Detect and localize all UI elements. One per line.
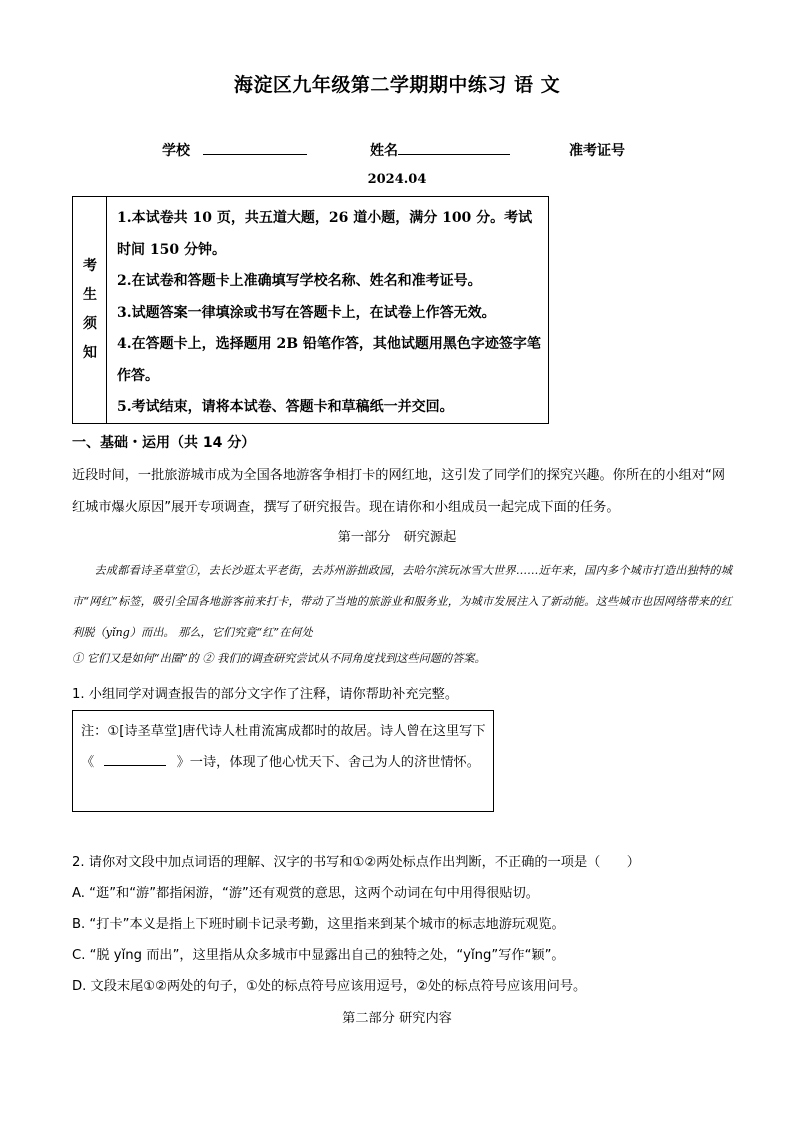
part2-title: 第二部分 研究内容 [342, 1011, 452, 1026]
school-blank [203, 140, 307, 155]
exam-date: 2024.04 [367, 172, 427, 187]
option-d[interactable]: D. 文段末尾①②两处的句子，①处的标点符号应该用逗号，②处的标点符号应该用问号。 [72, 979, 587, 994]
question-1: 1. 小组同学对调查报告的部分文字作了注释，请你帮助补充完整。 [72, 687, 459, 702]
part1-title: 第一部分 研究源起 [337, 530, 457, 545]
option-b[interactable]: B. “打卡”本义是指上下班时刷卡记录考勤，这里指来到某个城市的标志地游玩观览。 [72, 917, 565, 932]
notice-item: 4.在答题卡上，选择题用 2B 铅笔作答，其他试题用黑色字迹签字笔作答。 [117, 336, 541, 384]
passage-tail: ① 它们又是如何“出圈”的 ② 我们的调查研究尝试从不同角度找到这些问题的答案。 [72, 652, 486, 665]
notice-side-char: 须 [83, 316, 97, 332]
note-prefix: 注：①[诗圣草堂]唐代诗人杜甫流寓成都时的故居。诗人曾在这里写下《 [81, 724, 486, 770]
section-intro: 近段时间，一批旅游城市成为全国各地游客争相打卡的网红地，这引发了同学们的探究兴趣。你所在的小组对“网红城市爆火原因”展开专项调查，撰写了研究报告。现在请你和小组成员一起完成下面的任务。 [72, 468, 726, 515]
option-a[interactable]: A. “逛”和“游”都指闲游，“游”还有观赏的意思，这两个动词在句中用得很贴切。 [72, 886, 539, 901]
notice-box [72, 196, 549, 424]
notice-side-char: 生 [83, 287, 97, 303]
school-field [162, 140, 307, 160]
poem-answer-blank[interactable] [104, 751, 166, 766]
school-label: 学校 [162, 143, 190, 159]
section-heading: 一、基础・运用（共 14 分） [72, 435, 256, 451]
note-text [81, 716, 491, 778]
note-box [72, 710, 494, 812]
notice-items [117, 203, 542, 424]
name-label: 姓名 [370, 143, 398, 159]
question-2: 2. 请你对文段中加点词语的理解、汉字的书写和①②两处标点作出判断，不正确的一项是（ ） [72, 855, 640, 870]
notice-side-char: 知 [83, 345, 97, 361]
notice-item: 3.试题答案一律填涂或书写在答题卡上，在试卷上作答无效。 [117, 304, 496, 321]
name-blank [398, 140, 510, 155]
notice-side-label [73, 197, 107, 423]
notice-item: 2.在试卷和答题卡上准确填写学校名称、姓名和准考证号。 [117, 273, 482, 289]
exam-id-label: 准考证号 [569, 143, 625, 159]
page-title: 海淀区九年级第二学期期中练习 语 文 [233, 74, 561, 96]
passage-body: 去成都看诗圣草堂①，去长沙逛太平老街，去苏州游拙政园，去哈尔滨玩冰雪大世界……近年来，国内多个城市打造出独特的城市“网红”标签，吸引全国各地游客前来打卡，带动了当地的旅游业和服务业，为城市发展注入了新动能。这些城市也因网络带来的红利脱（yǐng）而出。 那么，它们究竟“红”在何处 [72, 564, 732, 639]
notice-item: 5.考试结束，请将本试卷、答题卡和草稿纸一并交回。 [117, 399, 454, 415]
notice-side-char: 考 [83, 258, 97, 274]
name-field [370, 140, 510, 160]
option-c[interactable]: C. “脱 yǐng 而出”，这里指从众多城市中显露出自己的独特之处，“yǐng”写作“颖”。 [72, 948, 565, 963]
note-suffix: 》一诗，体现了他心忧天下、舍己为人的济世情怀。 [176, 755, 480, 770]
notice-item: 1.本试卷共 10 页，共五道大题，26 道小题，满分 100 分。考试时间 150 分钟。 [117, 210, 533, 258]
passage-text [72, 555, 732, 648]
